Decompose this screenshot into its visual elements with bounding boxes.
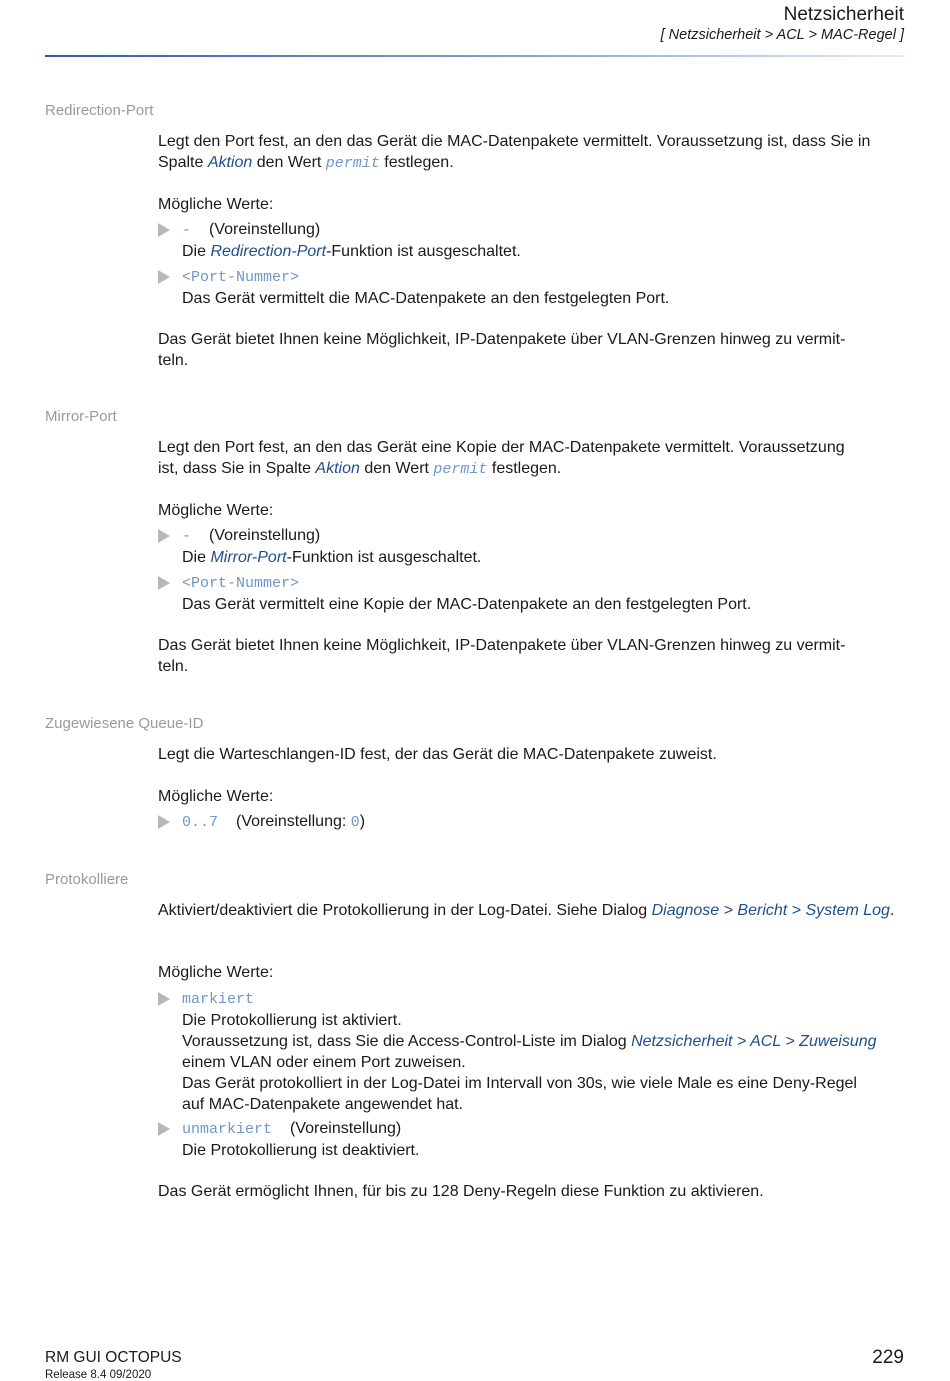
- value-permit: permit: [325, 155, 380, 172]
- redirection-value-item-default: - (Voreinstellung) Die Redirection-Port-Funktion ist ausgeschaltet.: [158, 219, 906, 262]
- queue-id-description: Legt die Warteschlangen-ID fest, der das Gerät die MAC-Datenpakete zuweist.: [158, 746, 717, 763]
- log-values-heading: Mögliche Werte:: [158, 964, 274, 981]
- queue-values-heading: Mögliche Werte:: [158, 788, 274, 805]
- log-value-item-markiert: markiert Die Protokollierung ist aktiviert. Voraussetzung ist, dass Sie die Access-Control-Liste im Dialog Netzsicherheit > ACL > Zuweisung einem VLAN oder einem Port zuweisen. Das Gerät protokolliert in der Log-Datei im Intervall von 30s, wie viele Male es eine Deny-Regel auf MAC-Datenpakete angewendet hat.: [158, 988, 906, 1115]
- function-ref-mirror-port: Mirror-Port: [210, 549, 287, 566]
- mirror-value-item-port: <Port-Nummer> Das Gerät vermittelt eine Kopie der MAC-Datenpakete an den festgelegten Port.: [158, 572, 906, 615]
- header-divider: [45, 55, 905, 57]
- mirror-value-item-default: - (Voreinstellung) Die Mirror-Port-Funktion ist ausgeschaltet.: [158, 525, 906, 568]
- page-number: 229: [872, 1347, 904, 1368]
- section-label-redirection-port: Redirection-Port: [45, 102, 154, 119]
- bullet-triangle-icon: [158, 815, 170, 829]
- page-header-title: Netzsicherheit: [783, 4, 904, 25]
- section-label-protokolliere: Protokolliere: [45, 871, 129, 888]
- redirection-values-heading: Mögliche Werte:: [158, 196, 274, 213]
- column-ref-aktion: Aktion: [207, 154, 253, 171]
- footer-release: Release 8.4 09/2020: [45, 1369, 152, 1381]
- value-port-number: <Port-Nummer>: [182, 575, 300, 592]
- value-markiert: markiert: [182, 991, 255, 1008]
- bullet-triangle-icon: [158, 576, 170, 590]
- redirection-note: Das Gerät bietet Ihnen keine Möglichkeit, IP-Datenpakete über VLAN-Grenzen hinweg zu vermit- teln.: [158, 331, 846, 369]
- dialog-ref-zuweisung: Netzsicherheit > ACL > Zuweisung: [631, 1033, 877, 1050]
- mirror-note: Das Gerät bietet Ihnen keine Möglichkeit, IP-Datenpakete über VLAN-Grenzen hinweg zu vermit- teln.: [158, 637, 846, 675]
- dialog-ref-system-log: Diagnose > Bericht > System Log: [651, 902, 890, 919]
- value-permit: permit: [433, 461, 488, 478]
- page-header-breadcrumb: [ Netzsicherheit > ACL > MAC-Regel ]: [660, 27, 904, 43]
- mirror-port-description: Legt den Port fest, an den das Gerät eine Kopie der MAC-Datenpakete vermittelt. Voraussetzung ist, dass Sie in Spalte Aktion den Wert permit festlegen.: [158, 439, 845, 478]
- value-dash: -: [182, 222, 192, 239]
- log-value-item-unmarkiert: unmarkiert (Voreinstellung) Die Protokollierung ist deaktiviert.: [158, 1118, 906, 1161]
- section-label-mirror-port: Mirror-Port: [45, 408, 117, 425]
- value-default-zero: 0: [350, 814, 360, 831]
- bullet-triangle-icon: [158, 992, 170, 1006]
- value-unmarkiert: unmarkiert: [182, 1121, 273, 1138]
- protokolliere-description: Aktiviert/deaktiviert die Protokollierung in der Log-Datei. Siehe Dialog Diagnose > Bericht > System Log.: [158, 902, 895, 919]
- log-note: Das Gerät ermöglicht Ihnen, für bis zu 128 Deny-Regeln diese Funktion zu aktivieren.: [158, 1183, 764, 1200]
- queue-value-item-range: 0..7 (Voreinstellung: 0): [158, 811, 906, 833]
- redirection-value-item-port: <Port-Nummer> Das Gerät vermittelt die MAC-Datenpakete an den festgelegten Port.: [158, 266, 906, 309]
- function-ref-redirection-port: Redirection-Port: [210, 243, 327, 260]
- value-range: 0..7: [182, 814, 219, 831]
- bullet-triangle-icon: [158, 270, 170, 284]
- mirror-values-heading: Mögliche Werte:: [158, 502, 274, 519]
- bullet-triangle-icon: [158, 529, 170, 543]
- bullet-triangle-icon: [158, 223, 170, 237]
- column-ref-aktion: Aktion: [315, 460, 360, 477]
- footer-product: RM GUI OCTOPUS: [45, 1349, 182, 1366]
- value-port-number: <Port-Nummer>: [182, 269, 300, 286]
- bullet-triangle-icon: [158, 1122, 170, 1136]
- value-dash: -: [182, 528, 192, 545]
- redirection-port-description: Legt den Port fest, an den das Gerät die MAC-Datenpakete vermittelt. Voraussetzung ist, dass Sie in Spalte Aktion den Wert permit festlegen.: [158, 133, 871, 172]
- section-label-queue-id: Zugewiesene Queue-ID: [45, 715, 204, 732]
